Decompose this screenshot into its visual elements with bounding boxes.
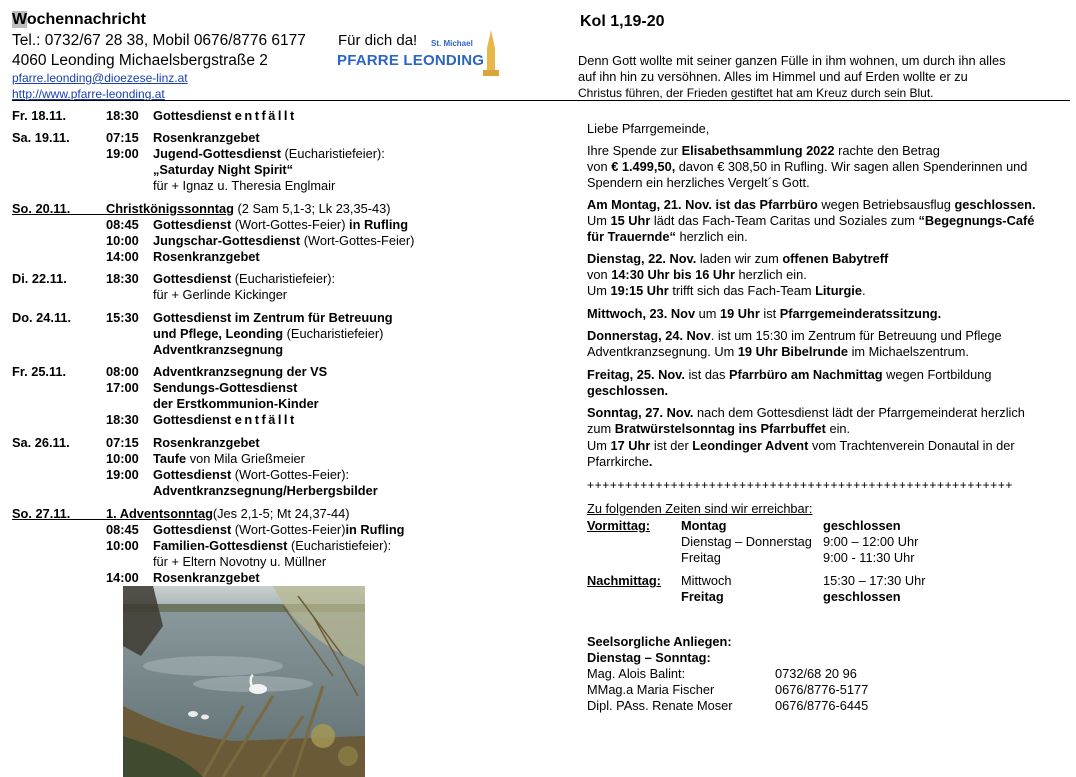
phone-line: Tel.: 0732/67 28 38, Mobil 0676/8776 6177	[12, 32, 306, 49]
news-p3-l2: von 14:30 Uhr bis 16 Uhr herzlich ein.	[587, 267, 807, 282]
date-di22: Di. 22.11.	[12, 271, 67, 286]
event-sa19-1: 07:15 Rosenkranzgebet	[106, 130, 260, 145]
title-initial: W	[12, 11, 27, 28]
news-p2-l2: Um 15 Uhr lädt das Fach-Team Caritas und Soziales zum “Begegnungs-Café	[587, 213, 1035, 228]
news-p7-l3: Um 17 Uhr ist der Leondinger Advent vom Trachtenverein Donautal in der	[587, 438, 1015, 453]
verse-line-3: Christus führen, der Frieden gestiftet hat am Kreuz durch sein Blut.	[578, 86, 934, 100]
hours-vm-day2: Dienstag – Donnerstag	[681, 534, 812, 549]
news-p4: Mittwoch, 23. Nov um 19 Uhr ist Pfarrgemeinderatssitzung.	[587, 306, 942, 321]
plus-separator: ++++++++++++++++++++++++++++++++++++++++++++++++++++++++	[587, 478, 1014, 492]
so20-underline	[12, 214, 152, 215]
parish-logo-text: PFARRE LEONDING	[337, 52, 485, 69]
event-sa19-2-title: „Saturday Night Spirit“	[153, 162, 294, 177]
hours-vm-val3: 9:00 - 11:30 Uhr	[823, 550, 915, 565]
event-so20-3: 14:00 Rosenkranzgebet	[106, 249, 260, 264]
event-fr18-1: 18:30 Gottesdienst entfällt	[106, 108, 297, 123]
event-sa26-2: 10:00 Taufe von Mila Grießmeier	[106, 451, 305, 466]
news-p7-l1: Sonntag, 27. Nov. nach dem Gottesdienst lädt der Pfarrgemeinderat herzlich	[587, 405, 1025, 420]
news-p2-l3: für Trauernde“ herzlich ein.	[587, 229, 748, 244]
lake-swan-photo	[123, 586, 365, 777]
so27-underline	[12, 519, 152, 520]
contact-3-phone: 0676/8776-6445	[775, 698, 869, 713]
news-p5-l1: Donnerstag, 24. Nov. ist um 15:30 im Zentrum für Betreuung und Pflege	[587, 328, 1002, 343]
hours-vm-day3: Freitag	[681, 550, 721, 565]
date-sa26: Sa. 26.11.	[12, 435, 70, 450]
event-sa19-2: 19:00 Jugend-Gottesdienst (Eucharistiefeier):	[106, 146, 385, 161]
hours-intro: Zu folgenden Zeiten sind wir erreichbar:	[587, 501, 813, 516]
event-so27-1: 08:45 Gottesdienst (Wort-Gottes-Feier)in Rufling	[106, 522, 405, 537]
slogan: Für dich da!	[338, 32, 418, 49]
news-p6-l1: Freitag, 25. Nov. ist das Pfarrbüro am Nachmittag wegen Fortbildung	[587, 367, 992, 382]
hours-nm-day2: Freitag	[681, 589, 724, 604]
news-p7-l4: Pfarrkirche.	[587, 454, 653, 469]
news-p1-l3: Spendern ein herzliches Vergelt´s Gott.	[587, 175, 810, 190]
news-p7-l2: zum Bratwürstelsonntag ins Pfarrbuffet ein.	[587, 421, 851, 436]
contact-2-name: MMag.a Maria Fischer	[587, 682, 715, 697]
news-p5-l2: Adventkranzsegnung. Um 19 Uhr Bibelrunde im Michaelszentrum.	[587, 344, 969, 359]
event-di22-1: 18:30 Gottesdienst (Eucharistiefeier):	[106, 271, 336, 286]
event-sa26-3b: Adventkranzsegnung/Herbergsbilder	[153, 483, 378, 498]
verse-reference: Kol 1,19-20	[580, 13, 665, 30]
email-link[interactable]: pfarre.leonding@dioezese-linz.at	[12, 71, 188, 85]
header-divider	[12, 100, 1070, 101]
event-so27-2-intention: für + Eltern Novotny u. Müllner	[153, 554, 327, 569]
hours-vm-val2: 9:00 – 12:00 Uhr	[823, 534, 919, 549]
news-p6-l2: geschlossen.	[587, 383, 669, 398]
event-sa26-1: 07:15 Rosenkranzgebet	[106, 435, 260, 450]
news-p3-l3: Um 19:15 Uhr trifft sich das Fach-Team Liturgie.	[587, 283, 866, 298]
event-so27-2: 10:00 Familien-Gottesdienst (Eucharistiefeier):	[106, 538, 392, 553]
event-so27-title: 1. Adventsonntag(Jes 2,1-5; Mt 24,37-44)	[106, 506, 350, 521]
event-sa26-3: 19:00 Gottesdienst (Wort-Gottes-Feier):	[106, 467, 350, 482]
pastoral-title: Seelsorgliche Anliegen:	[587, 634, 732, 649]
hours-vormittag-label: Vormittag:	[587, 518, 651, 533]
website-link[interactable]: http://www.pfarre-leonding.at	[12, 87, 165, 101]
logo-small-text: St. Michael	[431, 39, 473, 48]
newsletter-title	[12, 11, 146, 29]
date-so20: So. 20.11.	[12, 201, 71, 216]
event-so20-2: 10:00 Jungschar-Gottesdienst (Wort-Gottes-Feier)	[106, 233, 415, 248]
date-fr25: Fr. 25.11.	[12, 364, 67, 379]
church-tower-icon	[481, 30, 501, 78]
date-sa19: Sa. 19.11.	[12, 130, 70, 145]
event-fr25-3: 18:30 Gottesdienst entfällt	[106, 412, 297, 427]
hours-nachmittag-label: Nachmittag:	[587, 573, 661, 588]
event-sa19-2-intention: für + Ignaz u. Theresia Englmair	[153, 178, 336, 193]
event-do24-1b: und Pflege, Leonding (Eucharistiefeier)	[153, 326, 384, 341]
event-di22-intention: für + Gerlinde Kickinger	[153, 287, 288, 302]
news-p2-l1: Am Montag, 21. Nov. ist das Pfarrbüro wegen Betriebsausflug geschlossen.	[587, 197, 1036, 212]
event-fr25-1: 08:00 Adventkranzsegnung der VS	[106, 364, 328, 379]
hours-nm-day1: Mittwoch	[681, 573, 732, 588]
event-so20-title: Christkönigssonntag (2 Sam 5,1-3; Lk 23,35-43)	[106, 201, 391, 216]
event-fr25-2b: der Erstkommunion-Kinder	[153, 396, 319, 411]
date-do24: Do. 24.11.	[12, 310, 72, 325]
greeting: Liebe Pfarrgemeinde,	[587, 121, 710, 136]
pastoral-subtitle: Dienstag – Sonntag:	[587, 650, 711, 665]
contact-1-phone: 0732/68 20 96	[775, 666, 857, 681]
event-do24-1c: Adventkranzsegnung	[153, 342, 284, 357]
address-line: 4060 Leonding Michaelsbergstraße 2	[12, 52, 268, 69]
event-fr25-2: 17:00 Sendungs-Gottesdienst	[106, 380, 298, 395]
hours-nm-val2: geschlossen	[823, 589, 901, 604]
news-p1-l2: von € 1.499,50, davon € 308,50 in Rufling. Wir sagen allen Spenderinnen und	[587, 159, 1028, 174]
contact-3-name: Dipl. PAss. Renate Moser	[587, 698, 733, 713]
event-do24-1: 15:30 Gottesdienst im Zentrum für Betreuung	[106, 310, 393, 325]
event-so27-3: 14:00 Rosenkranzgebet	[106, 570, 260, 585]
verse-line-1: Denn Gott wollte mit seiner ganzen Fülle in ihm wohnen, um durch ihn alles	[578, 53, 1006, 68]
verse-line-2: auf ihn hin zu versöhnen. Alles im Himmel und auf Erden wollte er zu	[578, 69, 968, 84]
news-p1-l1: Ihre Spende zur Elisabethsammlung 2022 rachte den Betrag	[587, 143, 940, 158]
title-rest: ochennachricht	[26, 11, 146, 28]
contact-2-phone: 0676/8776-5177	[775, 682, 869, 697]
hours-nm-val1: 15:30 – 17:30 Uhr	[823, 573, 926, 588]
hours-vm-day1: Montag	[681, 518, 727, 533]
hours-vm-val1: geschlossen	[823, 518, 901, 533]
date-fr18: Fr. 18.11.	[12, 108, 67, 123]
contact-1-name: Mag. Alois Balint:	[587, 666, 686, 681]
event-so20-1: 08:45 Gottesdienst (Wort-Gottes-Feier) in Rufling	[106, 217, 409, 232]
date-so27: So. 27.11.	[12, 506, 71, 521]
news-p3-l1: Dienstag, 22. Nov. laden wir zum offenen Babytreff	[587, 251, 889, 266]
